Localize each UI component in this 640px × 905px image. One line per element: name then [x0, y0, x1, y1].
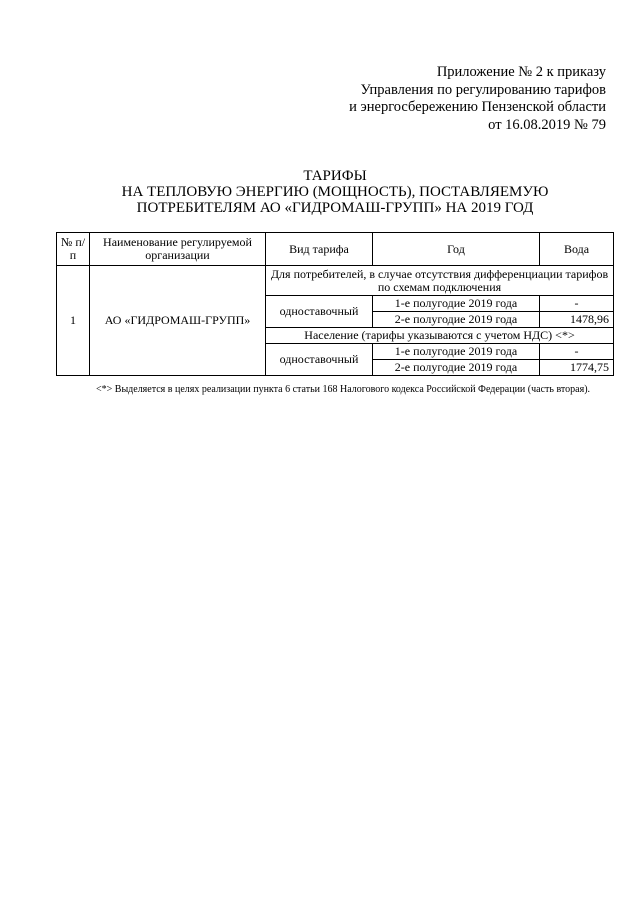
- footnote: [56, 383, 594, 396]
- period-cell: 1-е полугодие 2019 года: [373, 296, 540, 312]
- header-org: Наименование регулируемой организации: [90, 233, 266, 266]
- tariff-type: одноставочный: [266, 344, 373, 376]
- appendix-line: от 16.08.2019 № 79: [488, 116, 606, 133]
- appendix-header: [349, 64, 606, 134]
- header-year: Год: [373, 233, 540, 266]
- water-value: -: [540, 296, 614, 312]
- header-num: № п/п: [57, 233, 90, 266]
- header-water: Вода: [540, 233, 614, 266]
- period-cell: 2-е полугодие 2019 года: [373, 360, 540, 376]
- water-value: -: [540, 344, 614, 360]
- header-type: Вид тарифа: [266, 233, 373, 266]
- appendix-line: Управления по регулированию тарифов: [360, 81, 606, 98]
- tariff-table: [56, 232, 614, 376]
- water-value: 1478,96: [540, 312, 614, 328]
- org-name: АО «ГИДРОМАШ-ГРУПП»: [90, 266, 266, 376]
- period-cell: 1-е полугодие 2019 года: [373, 344, 540, 360]
- document-title: [0, 168, 640, 216]
- title-line: ПОТРЕБИТЕЛЯМ АО «ГИДРОМАШ-ГРУПП» НА 2019 ГОД: [136, 200, 534, 216]
- appendix-line: и энергосбережению Пензенской области: [349, 99, 606, 115]
- footnote-text: <*> Выделяется в целях реализации пункта 6 статьи 168 Налогового кодекса Российской Федерации (часть вторая).: [96, 384, 591, 395]
- group-label: Для потребителей, в случае отсутствия дифференциации тарифов по схемам подключения: [266, 266, 614, 296]
- table-row: [57, 266, 614, 296]
- period-cell: 2-е полугодие 2019 года: [373, 312, 540, 328]
- appendix-line: Приложение № 2 к приказу: [436, 64, 606, 80]
- group-label: Население (тарифы указываются с учетом НДС) <*>: [266, 328, 614, 344]
- title-line: НА ТЕПЛОВУЮ ЭНЕРГИЮ (МОЩНОСТЬ), ПОСТАВЛЯЕМУЮ: [121, 184, 549, 200]
- tariff-type: одноставочный: [266, 296, 373, 328]
- title-line: ТАРИФЫ: [303, 168, 367, 184]
- row-number: 1: [57, 266, 90, 376]
- table-header-row: [57, 233, 614, 266]
- water-value: 1774,75: [540, 360, 614, 376]
